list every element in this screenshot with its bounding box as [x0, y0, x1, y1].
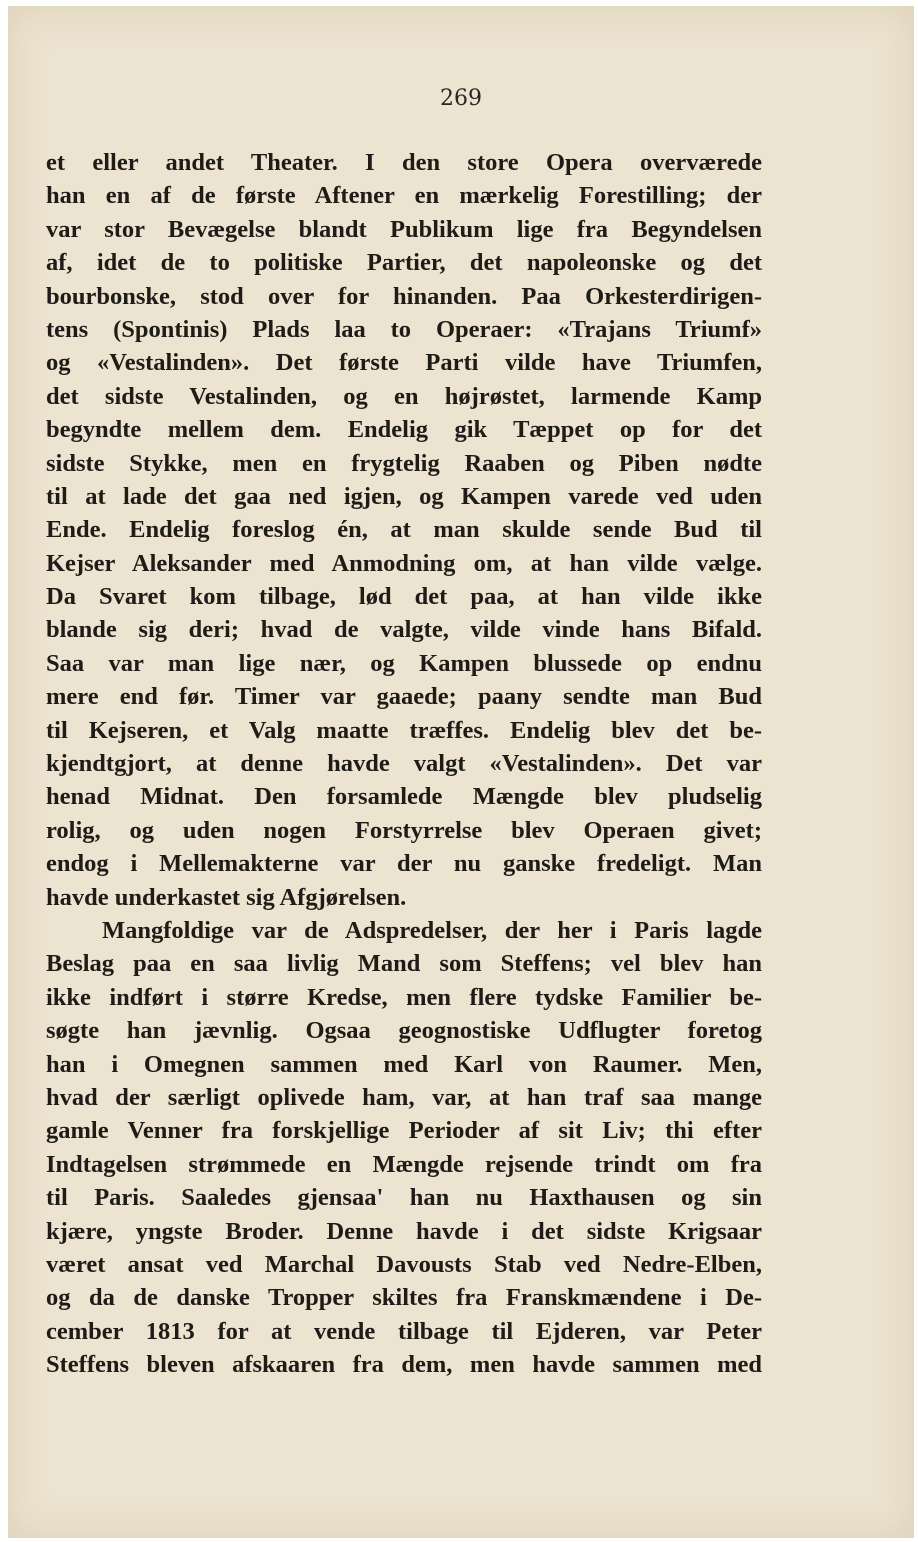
text-line: til at lade det gaa ned igjen, og Kampen varede ved uden — [46, 482, 762, 510]
paragraph — [46, 914, 762, 1381]
paragraph — [46, 146, 762, 914]
text-line: havde underkastet sig Afgjørelsen. — [46, 883, 407, 911]
text-line: Mangfoldige var de Adspredelser, der her i Paris lagde — [102, 916, 762, 944]
text-line: han en af de første Aftener en mærkelig Forestilling; der — [46, 182, 762, 210]
page-number: 269 — [440, 86, 482, 111]
text-line: af, idet de to politiske Partier, det napoleonske og det — [46, 249, 762, 277]
text-line: det sidste Vestalinden, og en højrøstet, larmende Kamp — [46, 382, 762, 410]
text-line: Saa var man lige nær, og Kampen blussede op endnu — [46, 649, 762, 677]
text-line: Beslag paa en saa livlig Mand som Steffens; vel blev han — [46, 950, 762, 978]
text-line: og da de danske Tropper skiltes fra Franskmændene i De- — [46, 1284, 762, 1312]
text-line: Steffens bleven afskaaren fra dem, men havde sammen med — [46, 1351, 762, 1379]
body-text — [46, 146, 762, 1381]
text-line: til Paris. Saaledes gjensaa' han nu Haxthausen og sin — [46, 1184, 762, 1212]
text-line: tens (Spontinis) Plads laa to Operaer: «Trajans Triumf» — [46, 315, 762, 343]
book-page — [8, 6, 914, 1538]
text-line: til Kejseren, et Valg maatte træffes. Endelig blev det be- — [46, 716, 762, 744]
text-line: Kejser Aleksander med Anmodning om, at han vilde vælge. — [46, 549, 762, 577]
text-line: han i Omegnen sammen med Karl von Raumer. Men, — [46, 1050, 762, 1078]
text-line: endog i Mellemakterne var der nu ganske fredeligt. Man — [46, 850, 762, 878]
text-line: blande sig deri; hvad de valgte, vilde vinde hans Bifald. — [46, 616, 762, 644]
text-line: mere end før. Timer var gaaede; paany sendte man Bud — [46, 683, 762, 711]
text-line: henad Midnat. Den forsamlede Mængde blev pludselig — [46, 783, 762, 811]
text-line: sidste Stykke, men en frygtelig Raaben og Piben nødte — [46, 449, 762, 477]
text-line: søgte han jævnlig. Ogsaa geognostiske Udflugter foretog — [46, 1017, 762, 1045]
text-line: rolig, og uden nogen Forstyrrelse blev Operaen givet; — [46, 816, 762, 844]
text-line: gamle Venner fra forskjellige Perioder af sit Liv; thi efter — [46, 1117, 762, 1145]
text-line: kjære, yngste Broder. Denne havde i det sidste Krigsaar — [46, 1217, 762, 1245]
text-line: Indtagelsen strømmede en Mængde rejsende trindt om fra — [46, 1150, 762, 1178]
text-line: ikke indført i større Kredse, men flere tydske Familier be- — [46, 983, 762, 1011]
text-line: var stor Bevægelse blandt Publikum lige fra Begyndelsen — [46, 215, 762, 243]
text-line: Da Svaret kom tilbage, lød det paa, at han vilde ikke — [46, 583, 762, 611]
text-line: begyndte mellem dem. Endelig gik Tæppet op for det — [46, 416, 762, 444]
text-line: et eller andet Theater. I den store Opera overværede — [46, 149, 762, 176]
text-line: Ende. Endelig foreslog én, at man skulde sende Bud til — [46, 516, 762, 544]
text-line: været ansat ved Marchal Davousts Stab ved Nedre-Elben, — [46, 1250, 762, 1278]
text-line: cember 1813 for at vende tilbage til Ejderen, var Peter — [46, 1317, 762, 1345]
text-line: hvad der særligt oplivede ham, var, at han traf saa mange — [46, 1083, 762, 1111]
text-line: bourbonske, stod over for hinanden. Paa Orkesterdirigen- — [46, 282, 762, 310]
text-line: og «Vestalinden». Det første Parti vilde have Triumfen, — [46, 349, 762, 377]
text-line: kjendtgjort, at denne havde valgt «Vestalinden». Det var — [46, 750, 762, 778]
